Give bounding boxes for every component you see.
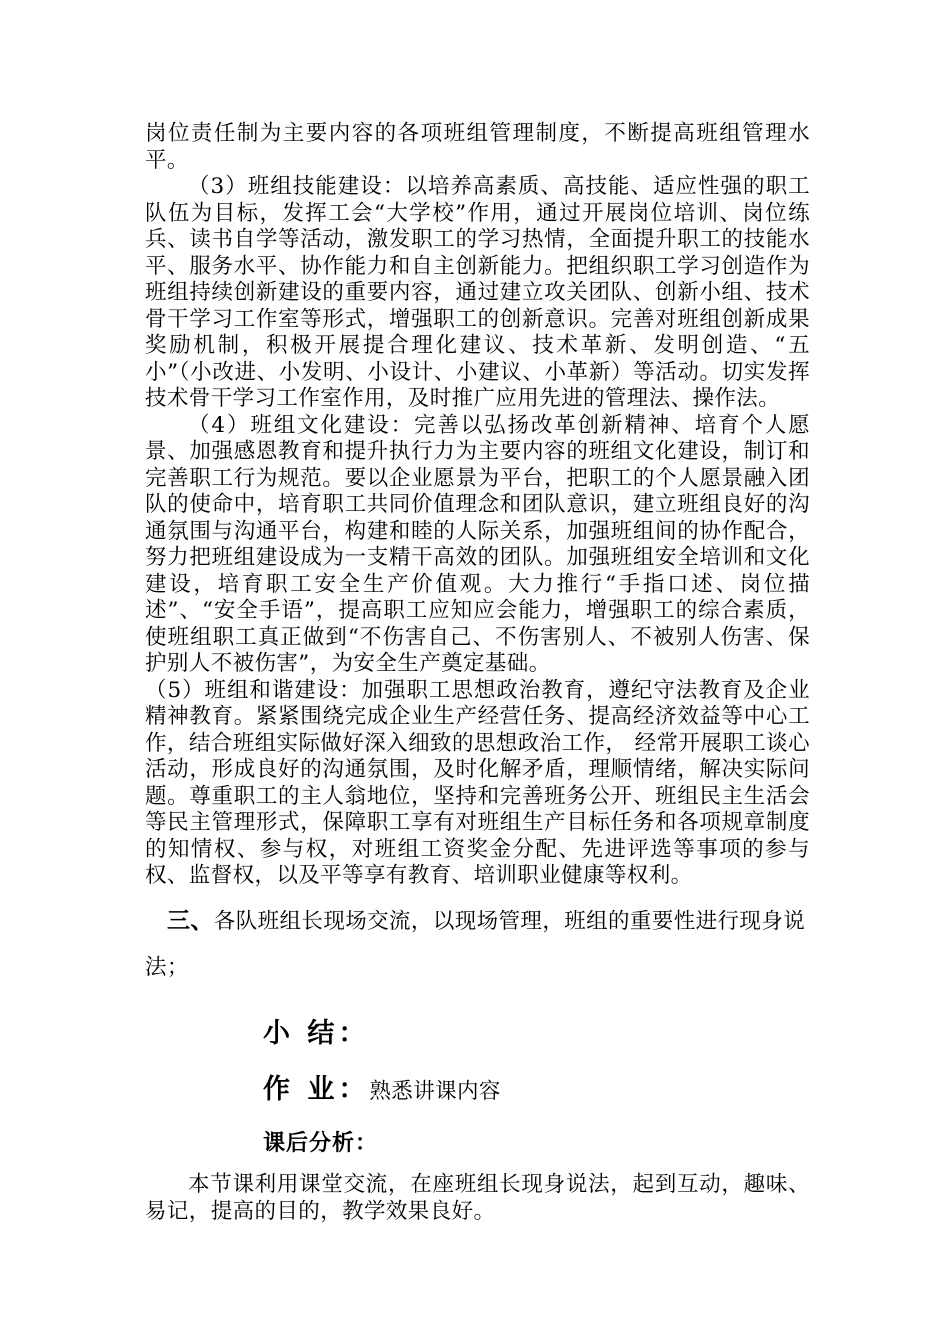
analysis-paragraph: 本节课利用课堂交流，在座班组长现身说法，起到互动，趣味、易记，提高的目的，教学效果良好。 bbox=[145, 1172, 810, 1224]
homework-text: 熟悉讲课内容 bbox=[369, 1079, 501, 1104]
section-three bbox=[145, 898, 810, 991]
homework-label: 作 业： bbox=[263, 1074, 370, 1105]
document-body bbox=[145, 121, 810, 1225]
paragraph-culture-building: （4）班组文化建设：完善以弘扬改革创新精神、培育个人愿景、加强感恩教育和提升执行力为主要内容的班组文化建设，制订和完善职工行为规范。要以企业愿景为平台，把职工的个人愿景融入团队的使命中，培育职工共同价值理念和团队意识，建立班组良好的沟通氛围与沟通平台，构建和睦的人际关系，加强班组间的协作配合，努力把班组建设成为一支精干高效的团队。加强班组安全培训和文化建设，培育职工安全生产价值观。大力推行“手指口述、岗位描述”、“安全手语”，提高职工应知应会能力，增强职工的综合素质，使班组职工真正做到“不伤害自己、不伤害别人、不被别人伤害、保护别人不被伤害”，为安全生产奠定基础。 bbox=[145, 412, 810, 676]
homework-heading bbox=[145, 1068, 810, 1112]
analysis-heading: 课后分析： bbox=[263, 1131, 379, 1156]
paragraph-skill-building: （3）班组技能建设：以培养高素质、高技能、适应性强的职工队伍为目标，发挥工会“大学校”作用，通过开展岗位培训、岗位练兵、读书自学等活动，激发职工的学习热情，全面提升职工的技能水平、服务水平、协作能力和自主创新能力。把组织职工学习创造作为班组持续创新建设的重要内容，通过建立攻关团队、创新小组、技术骨干学习工作室等形式，增强职工的创新意识。完善对班组创新成果奖励机制，积极开展提合理化建议、技术革新、发明创造、“五小”（小改进、小发明、小设计、小建议、小革新）等活动。切实发挥技术骨干学习工作室作用，及时推广应用先进的管理法、操作法。 bbox=[145, 174, 810, 411]
section-three-text: 各队班组长现场交流，以现场管理，班组的重要性进行现身说法； bbox=[145, 908, 806, 980]
paragraph-harmony-building: （5）班组和谐建设：加强职工思想政治教育，遵纪守法教育及企业精神教育。紧紧围绕完成企业生产经营任务、提高经济效益等中心工作，结合班组实际做好深入细致的思想政治工作， 经常开展职工谈心活动，形成良好的沟通氛围，及时化解矛盾，理顺情绪，解决实际问题。尊重职工的主人翁地位，坚持和完善班务公开、班组民主生活会等民主管理形式，保障职工享有对班组生产目标任务和各项规章制度的知情权、参与权，对班组工资奖金分配、先进评选等事项的参与权、监督权，以及平等享有教育、培训职业健康等权利。 bbox=[145, 677, 810, 888]
section-three-number: 三、 bbox=[167, 906, 214, 934]
paragraph-management-system: 岗位责任制为主要内容的各项班组管理制度，不断提高班组管理水平。 bbox=[145, 121, 810, 173]
summary-heading: 小 结： bbox=[263, 1018, 370, 1049]
